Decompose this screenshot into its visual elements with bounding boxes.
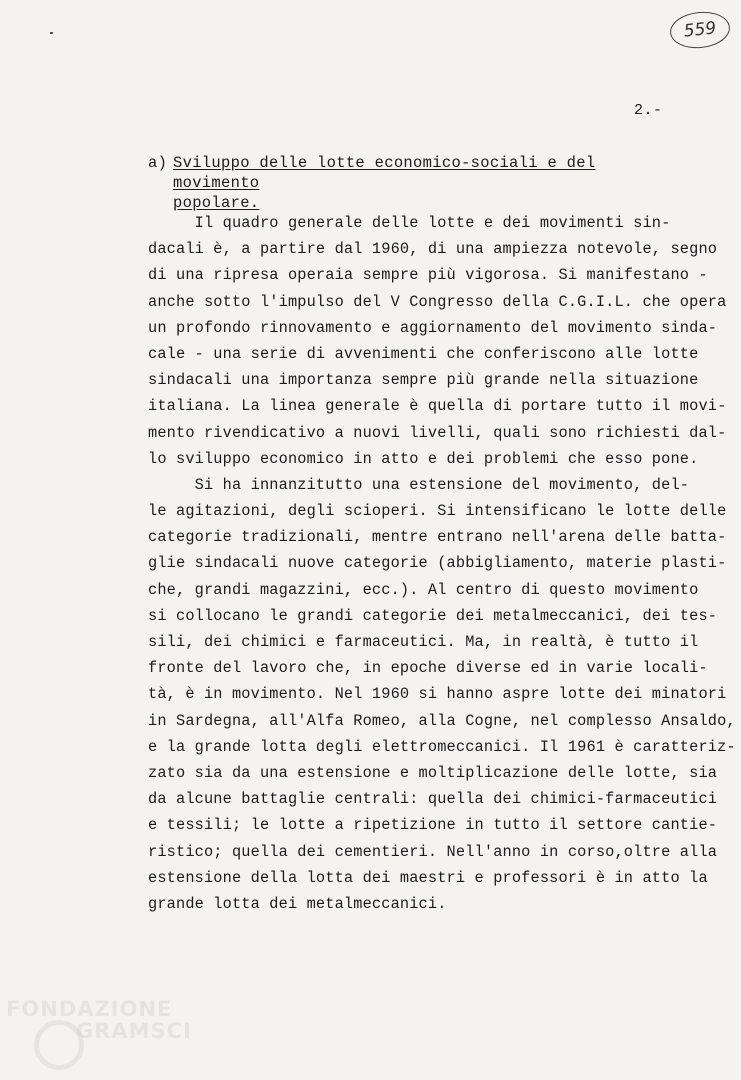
text-line: e la grande lotta degli elettromeccanici. Il 1961 è caratteriz- (148, 737, 736, 756)
text-line: fronte del lavoro che, in epoche diverse ed in varie locali- (148, 659, 708, 678)
text-line: si collocano le grandi categorie dei metalmeccanici, dei tes- (148, 606, 718, 625)
archive-watermark (6, 998, 192, 1042)
text-line: sindacali una importanza sempre più grande nella situazione (148, 371, 699, 390)
watermark-logo-icon (34, 1020, 84, 1070)
text-line: estensione della lotta dei maestri e professori è in atto la (148, 868, 708, 887)
text-line: italiana. La linea generale è quella di portare tutto il movi- (148, 397, 727, 416)
text-line: in Sardegna, all'Alfa Romeo, alla Cogne, nel complesso Ansaldo, (148, 711, 736, 730)
text-line: lo sviluppo economico in atto e dei problemi che esso pone. (148, 449, 699, 468)
heading-text (173, 153, 668, 213)
heading-line: popolare. (173, 194, 260, 212)
page-number: 2.- (634, 102, 663, 119)
text-line: ristico; quella dei cementieri. Nell'anno in corso,oltre alla (148, 842, 718, 861)
text-line: che, grandi magazzini, ecc.). Al centro di questo movimento (148, 580, 699, 599)
text-line: mento rivendicativo a nuovi livelli, quali sono richiesti dal- (148, 423, 727, 442)
text-line: sili, dei chimici e farmaceutici. Ma, in realtà, è tutto il (148, 633, 699, 651)
text-line: tà, è in movimento. Nel 1960 si hanno aspre lotte dei minatori (148, 685, 727, 704)
text-line: cale - una serie di avvenimenti che conferiscono alle lotte (148, 344, 699, 363)
watermark-line-1: FONDAZIONE (6, 997, 173, 1021)
text-line: grande lotta dei metalmeccanici. (148, 894, 447, 913)
archive-number-stamp: 559 (668, 9, 731, 51)
heading-marker: a) (148, 154, 168, 172)
text-line: anche sotto l'impulso del V Congresso della C.G.I.L. che opera (148, 292, 727, 311)
text-line: e tessili; le lotte a ripetizione in tutto il settore cantie- (148, 816, 718, 835)
text-line: da alcune battaglie centrali: quella dei chimici-farmaceutici (148, 790, 718, 809)
text-line: zato sia da una estensione e moltiplicazione delle lotte, sia (148, 763, 718, 782)
body-text (148, 210, 736, 917)
text-line: dacali è, a partire dal 1960, di una ampiezza notevole, segno (148, 240, 718, 259)
text-line: Si ha innanzitutto una estensione del movimento, del- (148, 475, 690, 494)
text-line: categorie tradizionali, mentre entrano nell'arena delle batta- (148, 528, 727, 547)
watermark-line-2: GRAMSCI (76, 1019, 192, 1043)
text-line: glie sindacali nuove categorie (abbigliamento, materie plasti- (148, 554, 727, 573)
text-line: di una ripresa operaia sempre più vigorosa. Si manifestano - (148, 266, 708, 285)
scan-speck (50, 32, 53, 34)
heading-line: Sviluppo delle lotte economico-sociali e del movimento (173, 154, 596, 192)
text-line: le agitazioni, degli scioperi. Si intensificano le lotte delle (148, 502, 727, 521)
text-line: Il quadro generale delle lotte e dei movimenti sin- (148, 214, 671, 232)
text-line: un profondo rinnovamento e aggiornamento del movimento sinda- (148, 318, 718, 337)
